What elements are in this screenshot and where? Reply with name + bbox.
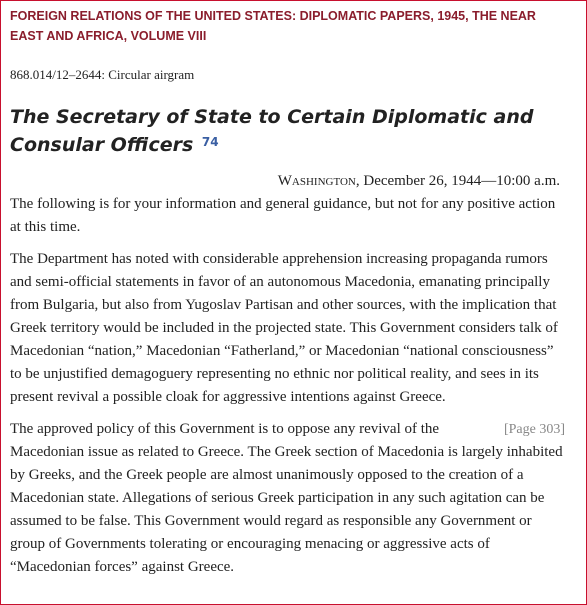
paragraph-1: The following is for your information and general guidance, but not for any positive action at this time.: [10, 196, 556, 235]
paragraph-3-container: [10, 418, 565, 579]
document-body: [10, 193, 565, 588]
page-marker: [Page 303]: [503, 422, 565, 437]
dateline: Washington, December 26, 1944—10:00 a.m.: [277, 173, 560, 189]
footnote-reference-link[interactable]: 74: [201, 135, 219, 149]
paragraph-3: The approved policy of this Government is to oppose any revival of the Macedonian issue as related to Greece. The Greek section of Macedonia is largely inhabited by Greeks, and the Greek people are almost unanimously opposed to the creation of a Macedonian state. Allegations of serious Greek participation in any such agitation can be assumed to be false. This Government would regard as responsible any Government or group of Governments tolerating or encouraging menacing or aggressive acts of “Macedonian forces” against Greece.: [10, 421, 563, 575]
paragraph-2: The Department has noted with considerable apprehension increasing propaganda rumors and semi-official statements in favor of an autonomous Macedonia, emanating principally from Bulgaria, but also from Yugoslav Partisan and other sources, with the implication that Greek territory would be included in the projected state. This Government considers talk of Macedonian “nation,” Macedonian “Fatherland,” or Macedonian “national consciousness” to be unjustified demagoguery representing no ethnic nor political reality, and sees in its present revival a possible cloak for aggressive intentions against Greece.: [10, 251, 558, 405]
document-title: [10, 103, 575, 159]
document-identifier: 868.014/12–2644: Circular airgram: [10, 67, 195, 82]
dateline-date: December 26, 1944—10:00 a.m.: [363, 173, 560, 189]
volume-title-link[interactable]: FOREIGN RELATIONS OF THE UNITED STATES: DIPLOMATIC PAPERS, 1945, THE NEAR EAST AND AFRICA, VOLUME VIII: [10, 9, 536, 43]
dateline-place: Washington: [277, 173, 356, 189]
document-title-text: The Secretary of State to Certain Diplomatic and Consular Officers: [10, 106, 534, 156]
